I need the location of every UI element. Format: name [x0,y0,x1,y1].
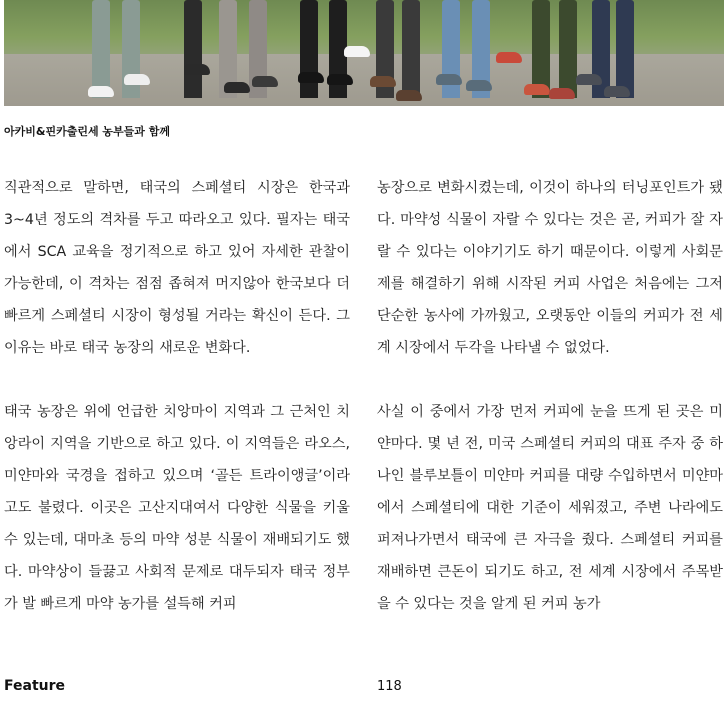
shoe [124,74,150,85]
shoe [396,90,422,101]
person-leg [184,0,202,98]
shoe [298,72,324,83]
shoe [576,74,602,85]
paragraph: 태국 농장은 위에 언급한 치앙마이 지역과 그 근처인 치앙라이 지역을 기반으로 하고 있다. 이 지역들은 라오스, 미얀마와 국경을 접하고 있으며 ‘골든 트라이앵글’이라고도 불렸다. 이곳은 고산지대여서 다양한 식물을 키울 수 있는데, 대마초 등의 마약 성분 식물이 재배되기도 했다. 마약상이 들끓고 사회적 문제로 대두되자 태국 정부가 발 빠르게 마약 농가를 설득해 커피 [4,404,350,612]
shoe [224,82,250,93]
paragraph: 사실 이 중에서 가장 먼저 커피에 눈을 뜨게 된 곳은 미얀마다. 몇 년 전, 미국 스페셜티 커피의 대표 주자 중 하나인 블루보틀이 미얀마 커피를 대량 수입하면서 미얀마에서 스페셜티에 대한 기준이 세워졌고, 주변 나라에도 퍼져나가면서 태국에 큰 자극을 줬다. 스페셜티 커피를 재배하면 큰돈이 되기도 하고, 전 세계 시장에서 주목받을 수 있다는 것을 알게 된 커피 농가 [377,404,723,612]
shoe [88,86,114,97]
shoe [184,64,210,75]
shoe [604,86,630,97]
section-label: Feature [4,678,65,694]
shoe [524,84,550,95]
person-leg [559,0,577,98]
shoe [436,74,462,85]
shoe [252,76,278,87]
shoe [370,76,396,87]
shoe [344,46,370,57]
shoe [549,88,575,99]
page-number: 118 [377,679,402,694]
person-leg [92,0,110,98]
person-leg [300,0,318,98]
article-left-column [4,172,350,652]
shoe [327,74,353,85]
shoe [496,52,522,63]
photo-caption: 아카비&핀카출린세 농부들과 함께 [4,125,171,138]
paragraph: 직관적으로 말하면, 태국의 스페셜티 시장은 한국과 3~4년 정도의 격차를 두고 따라오고 있다. 필자는 태국에서 SCA 교육을 정기적으로 하고 있어 자세한 관찰이 가능한데, 이 격차는 점점 좁혀져 머지않아 한국보다 더 빠르게 스페셜티 시장이 형성될 거라는 확신이 든다. 그 이유는 바로 태국 농장의 새로운 변화다. [4,180,350,356]
farmers-photo [4,0,724,106]
person-leg [402,0,420,98]
article-right-column [377,172,723,652]
paragraph: 농장으로 변화시켰는데, 이것이 하나의 터닝포인트가 됐다. 마약성 식물이 자랄 수 있다는 것은 곧, 커피가 잘 자랄 수 있다는 이야기기도 하기 때문이다. 이렇게 사회문제를 해결하기 위해 시작된 커피 사업은 처음에는 그저 단순한 농사에 가까웠고, 오랫동안 이들의 커피가 전 세계 시장에서 두각을 나타낼 수 없었다. [377,180,723,356]
person-leg [616,0,634,98]
shoe [466,80,492,91]
